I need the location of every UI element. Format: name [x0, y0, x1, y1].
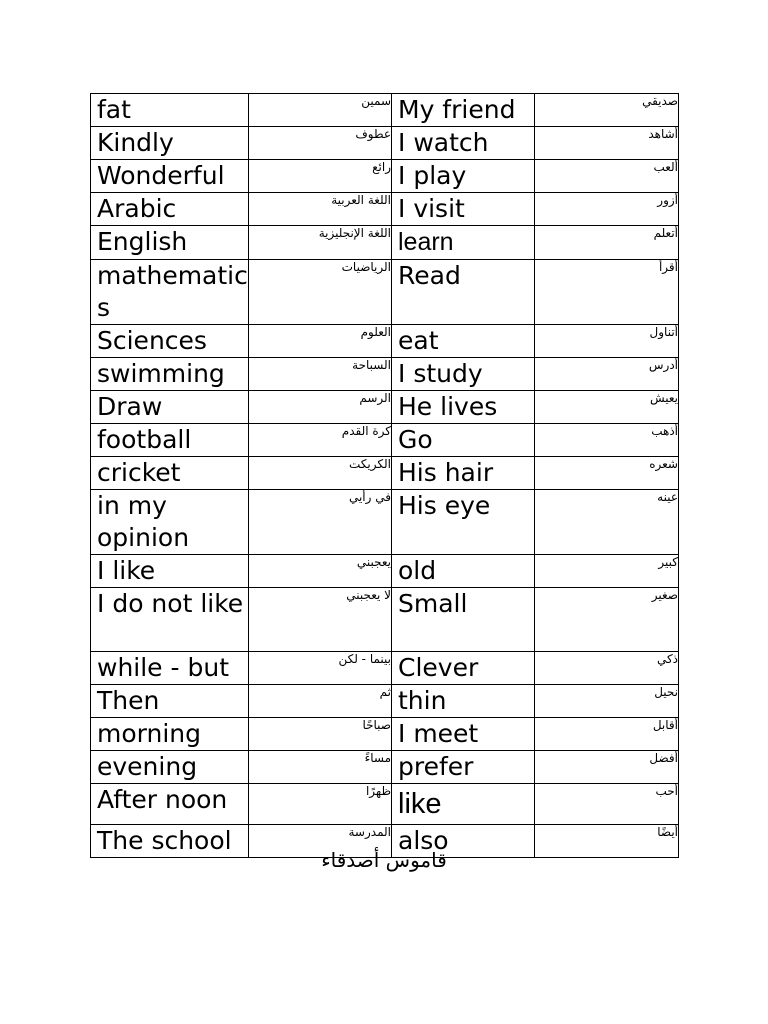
english-word: learn	[392, 226, 535, 260]
english-word: Wonderful	[91, 160, 249, 193]
english-word-text: mathematics	[97, 261, 248, 322]
arabic-translation: كرة القدم	[249, 424, 392, 457]
vocabulary-table-body	[91, 94, 679, 858]
arabic-translation: أدرس	[535, 358, 679, 391]
table-row	[91, 490, 679, 555]
arabic-translation: اللغة الإنجليزية	[249, 226, 392, 260]
english-word: My friend	[392, 94, 535, 127]
arabic-translation: رائع	[249, 160, 392, 193]
arabic-translation: الرسم	[249, 391, 392, 424]
vocabulary-table	[90, 93, 679, 858]
arabic-translation: أزور	[535, 193, 679, 226]
english-word: His eye	[392, 490, 535, 555]
english-word: morning	[91, 718, 249, 751]
english-word: prefer	[392, 751, 535, 784]
arabic-translation: أقرأ	[535, 260, 679, 325]
table-row	[91, 784, 679, 825]
english-word: I visit	[392, 193, 535, 226]
arabic-translation: في رأيي	[249, 490, 392, 555]
english-word: The school	[91, 825, 249, 858]
english-word: while - but	[91, 652, 249, 685]
english-word: I like	[91, 555, 249, 588]
english-word: English	[91, 226, 249, 260]
english-word: evening	[91, 751, 249, 784]
arabic-translation: الرياضيات	[249, 260, 392, 325]
arabic-translation: أحب	[535, 784, 679, 825]
table-row	[91, 424, 679, 457]
arabic-translation: المدرسة	[249, 825, 392, 858]
english-word: I watch	[392, 127, 535, 160]
english-word	[91, 260, 249, 325]
table-row	[91, 751, 679, 784]
english-word: Small	[392, 588, 535, 652]
english-word: eat	[392, 325, 535, 358]
arabic-translation: مساءً	[249, 751, 392, 784]
table-row	[91, 325, 679, 358]
arabic-translation: سمين	[249, 94, 392, 127]
arabic-translation: بينما - لكن	[249, 652, 392, 685]
english-word: Clever	[392, 652, 535, 685]
arabic-translation: أقابل	[535, 718, 679, 751]
table-row	[91, 457, 679, 490]
table-row	[91, 193, 679, 226]
table-row	[91, 391, 679, 424]
table-row	[91, 588, 679, 652]
english-word: Arabic	[91, 193, 249, 226]
english-word: Go	[392, 424, 535, 457]
table-row	[91, 226, 679, 260]
english-word: old	[392, 555, 535, 588]
english-word: Sciences	[91, 325, 249, 358]
arabic-translation: ذكي	[535, 652, 679, 685]
english-word: Then	[91, 685, 249, 718]
english-word: I play	[392, 160, 535, 193]
arabic-translation: ظهرًا	[249, 784, 392, 825]
arabic-translation: نحيل	[535, 685, 679, 718]
arabic-translation: ثم	[249, 685, 392, 718]
english-word: thin	[392, 685, 535, 718]
english-word: in my opinion	[91, 490, 249, 555]
arabic-translation: صباحًا	[249, 718, 392, 751]
arabic-translation: يعيش	[535, 391, 679, 424]
arabic-translation: عطوف	[249, 127, 392, 160]
table-row	[91, 718, 679, 751]
table-row	[91, 160, 679, 193]
arabic-translation: أتناول	[535, 325, 679, 358]
table-row	[91, 685, 679, 718]
arabic-translation: العلوم	[249, 325, 392, 358]
table-row	[91, 94, 679, 127]
english-word: I meet	[392, 718, 535, 751]
english-word: After noon	[91, 784, 249, 825]
arabic-translation: صغير	[535, 588, 679, 652]
table-row	[91, 127, 679, 160]
english-word: Kindly	[91, 127, 249, 160]
english-word: Read	[392, 260, 535, 325]
english-word: football	[91, 424, 249, 457]
arabic-translation: الكريكت	[249, 457, 392, 490]
english-word: Draw	[91, 391, 249, 424]
english-word: like	[392, 784, 535, 825]
english-word: I study	[392, 358, 535, 391]
arabic-translation: أذهب	[535, 424, 679, 457]
arabic-translation: شعره	[535, 457, 679, 490]
english-word: He lives	[392, 391, 535, 424]
english-word: His hair	[392, 457, 535, 490]
arabic-translation: عينه	[535, 490, 679, 555]
table-row	[91, 555, 679, 588]
english-word: swimming	[91, 358, 249, 391]
english-word: cricket	[91, 457, 249, 490]
arabic-translation: السباحة	[249, 358, 392, 391]
document-caption: قاموس أصدقاء	[321, 848, 447, 872]
arabic-translation: كبير	[535, 555, 679, 588]
english-word: I do not like	[91, 588, 249, 652]
arabic-translation: يعجبني	[249, 555, 392, 588]
arabic-translation: صديقي	[535, 94, 679, 127]
arabic-translation: أيضًا	[535, 825, 679, 858]
table-row	[91, 358, 679, 391]
english-word: fat	[91, 94, 249, 127]
table-row	[91, 652, 679, 685]
table-row	[91, 260, 679, 325]
arabic-translation: أشاهد	[535, 127, 679, 160]
english-word: also	[392, 825, 535, 858]
arabic-translation: اللغة العربية	[249, 193, 392, 226]
arabic-translation: لا يعجبني	[249, 588, 392, 652]
arabic-translation: ألعب	[535, 160, 679, 193]
arabic-translation: أفضل	[535, 751, 679, 784]
arabic-translation: أتعلم	[535, 226, 679, 260]
